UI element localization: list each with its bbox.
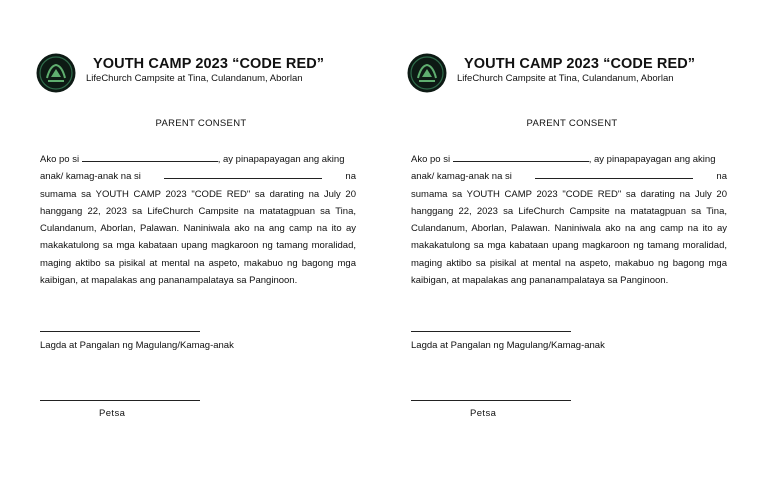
date-label: Petsa [470, 408, 497, 419]
para-after-blank: , ay pinapapayagan ang aking [588, 154, 716, 165]
form-title: YOUTH CAMP 2023 “CODE RED” [93, 56, 325, 72]
consent-heading: PARENT CONSENT [155, 118, 247, 129]
consent-line-1 [411, 151, 727, 168]
date-line[interactable] [40, 400, 200, 401]
form-title: YOUTH CAMP 2023 “CODE RED” [464, 56, 696, 72]
para-line2-start: anak/ kamag-anak na si [411, 171, 512, 183]
consent-paragraph [40, 151, 356, 289]
consent-line-2 [40, 168, 356, 185]
para-line2-start: anak/ kamag-anak na si [40, 171, 141, 183]
consent-paragraph [411, 151, 727, 289]
consent-line-1 [40, 151, 356, 168]
para-rest: sumama sa YOUTH CAMP 2023 "CODE RED" sa darating na July 20 hanggang 22, 2023 sa LifeChurch Campsite na matatagpuan sa Tina, Culandanum, Aborlan, Palawan. Naniniwala ako na ang camp na ito ay makakatulong sa mga kabataan upang magkaroon ng tamang moralidad, maging aktibo sa pisikal at mental na aspeto, makabuo ng bagong mga kaibigan, at mapalakas ang pananampalataya sa Panginoon. [40, 188, 356, 287]
date-label: Petsa [99, 408, 126, 419]
child-name-blank[interactable] [535, 168, 693, 179]
para-start: Ako po si [411, 154, 451, 165]
form-subtitle: LifeChurch Campsite at Tina, Culandanum, Aborlan [457, 73, 674, 84]
parent-name-blank[interactable] [453, 151, 589, 162]
church-camp-logo-icon [407, 53, 447, 93]
date-line[interactable] [411, 400, 571, 401]
para-line2-end: na [716, 171, 727, 183]
parent-name-blank[interactable] [82, 151, 218, 162]
form-header [407, 50, 737, 96]
form-header [36, 50, 366, 96]
signature-label: Lagda at Pangalan ng Magulang/Kamag-anak [411, 340, 605, 351]
para-after-blank: , ay pinapapayagan ang aking [217, 154, 345, 165]
para-start: Ako po si [40, 154, 80, 165]
consent-form-left [36, 0, 366, 503]
form-subtitle: LifeChurch Campsite at Tina, Culandanum, Aborlan [86, 73, 303, 84]
church-camp-logo-icon [36, 53, 76, 93]
consent-heading: PARENT CONSENT [526, 118, 618, 129]
consent-form-right [407, 0, 737, 503]
signature-line[interactable] [411, 331, 571, 332]
child-name-blank[interactable] [164, 168, 322, 179]
signature-line[interactable] [40, 331, 200, 332]
consent-line-2 [411, 168, 727, 185]
signature-label: Lagda at Pangalan ng Magulang/Kamag-anak [40, 340, 234, 351]
para-rest: sumama sa YOUTH CAMP 2023 "CODE RED" sa darating na July 20 hanggang 22, 2023 sa LifeChurch Campsite na matatagpuan sa Tina, Culandanum, Aborlan, Palawan. Naniniwala ako na ang camp na ito ay makakatulong sa mga kabataan upang magkaroon ng tamang moralidad, maging aktibo sa pisikal at mental na aspeto, makabuo ng bagong mga kaibigan, at mapalakas ang pananampalataya sa Panginoon. [411, 188, 727, 287]
para-line2-end: na [345, 171, 356, 183]
